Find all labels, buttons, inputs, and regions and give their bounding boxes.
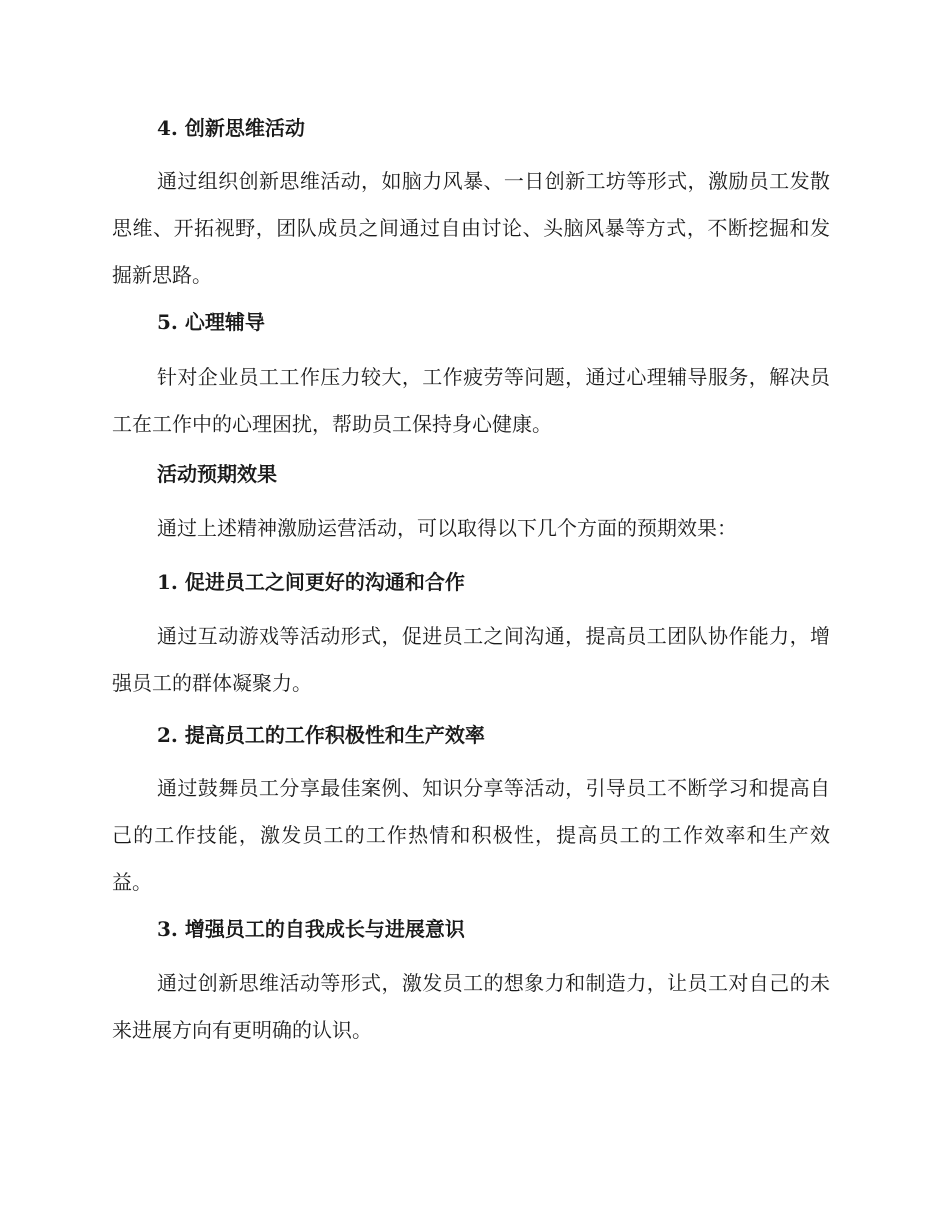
section-paragraph: 通过互动游戏等活动形式，促进员工之间沟通，提高员工团队协作能力，增强员工的群体凝聚力。: [112, 624, 830, 695]
section-paragraph: 针对企业员工工作压力较大，工作疲劳等问题，通过心理辅导服务，解决员工在工作中的心理困扰，帮助员工保持身心健康。: [112, 365, 830, 436]
section-paragraph: 通过创新思维活动等形式，激发员工的想象力和制造力，让员工对自己的未来进展方向有更明确的认识。: [112, 971, 830, 1042]
section-heading: 3. 增强员工的自我成长与进展意识: [157, 917, 465, 941]
section-heading: 4. 创新思维活动: [157, 116, 305, 140]
section-heading: 活动预期效果: [157, 462, 277, 486]
section-paragraph: 通过鼓舞员工分享最佳案例、知识分享等活动，引导员工不断学习和提高自己的工作技能，激发员工的工作热情和积极性，提高员工的工作效率和生产效益。: [112, 776, 830, 894]
section-heading: 2. 提高员工的工作积极性和生产效率: [157, 723, 485, 747]
section-heading: 1. 促进员工之间更好的沟通和合作: [157, 570, 465, 594]
section-paragraph: 通过组织创新思维活动，如脑力风暴、一日创新工坊等形式，激励员工发散思维、开拓视野，团队成员之间通过自由讨论、头脑风暴等方式，不断挖掘和发掘新思路。: [112, 169, 830, 287]
section-heading: 5. 心理辅导: [157, 310, 265, 334]
section-paragraph: 通过上述精神激励运营活动，可以取得以下几个方面的预期效果：: [157, 516, 737, 540]
